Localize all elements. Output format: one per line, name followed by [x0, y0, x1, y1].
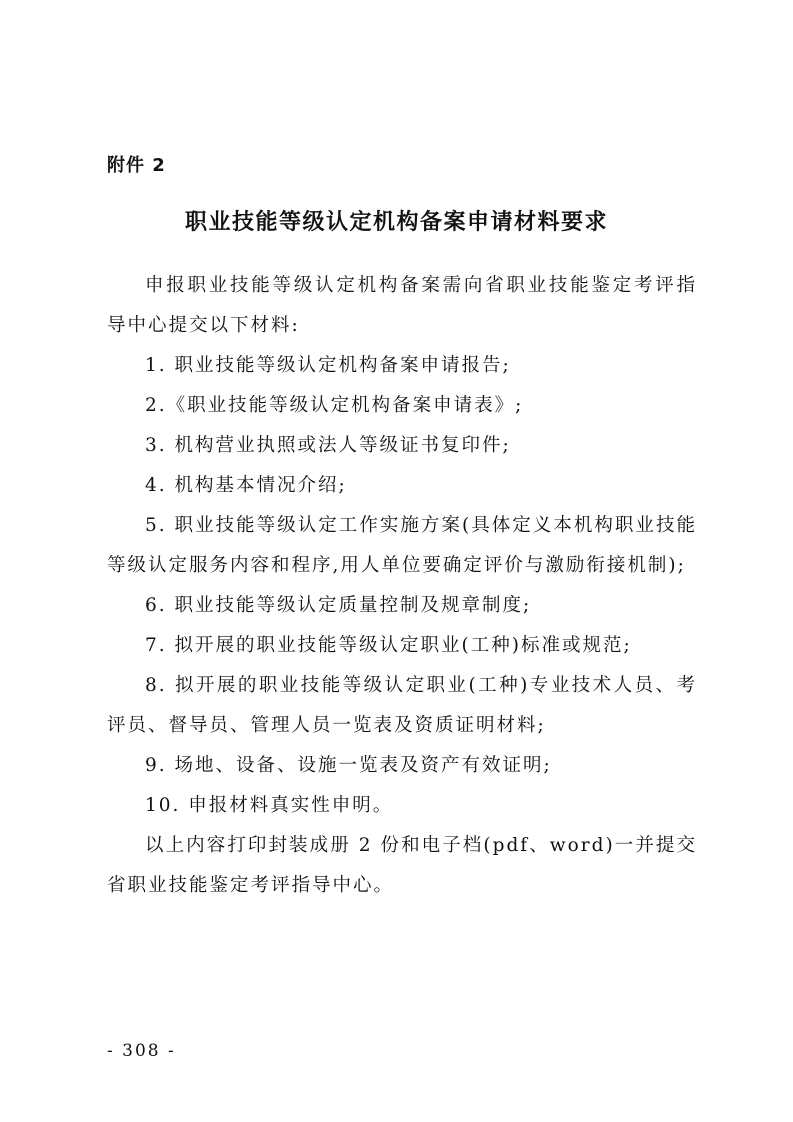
intro-paragraph: 申报职业技能等级认定机构备案需向省职业技能鉴定考评指导中心提交以下材料: [107, 275, 697, 336]
document-body [107, 266, 697, 906]
list-item: 5. 职业技能等级认定工作实施方案(具体定义本机构职业技能等级认定服务内容和程序,用人单位要确定评价与激励衔接机制); [107, 515, 697, 576]
list-item: 7. 拟开展的职业技能等级认定职业(工种)标准或规范; [145, 635, 632, 656]
closing-paragraph: 以上内容打印封装成册 2 份和电子档(pdf、word)一并提交省职业技能鉴定考评指导中心。 [107, 835, 697, 896]
list-item: 10. 申报材料真实性申明。 [145, 795, 394, 816]
list-item: 3. 机构营业执照或法人等级证书复印件; [145, 435, 511, 456]
list-item: 8. 拟开展的职业技能等级认定职业(工种)专业技术人员、考评员、督导员、管理人员一览表及资质证明材料; [107, 675, 697, 736]
list-item: 1. 职业技能等级认定机构备案申请报告; [145, 355, 511, 376]
list-item: 6. 职业技能等级认定质量控制及规章制度; [145, 595, 532, 616]
page-number: - 308 - [107, 1041, 176, 1061]
list-item: 4. 机构基本情况介绍; [145, 475, 347, 496]
attachment-label: 附件 2 [107, 155, 166, 176]
list-item: 9. 场地、设备、设施一览表及资产有效证明; [145, 755, 552, 776]
list-item: 2.《职业技能等级认定机构备案申请表》; [145, 395, 524, 416]
document-title: 职业技能等级认定机构备案申请材料要求 [184, 210, 608, 235]
